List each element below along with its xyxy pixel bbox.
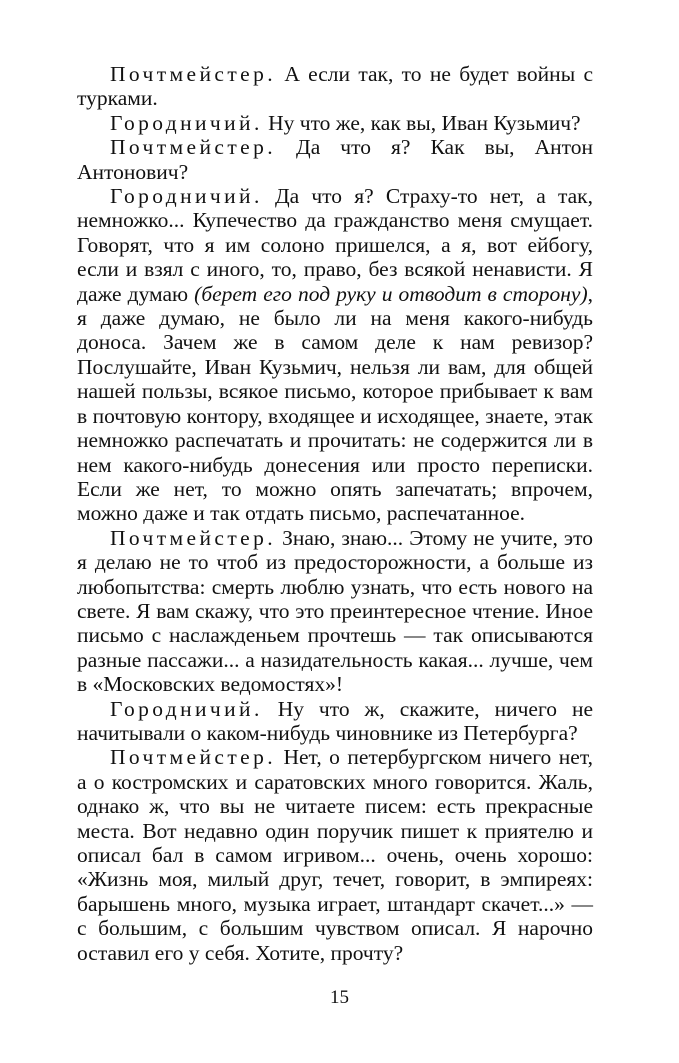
speech-text: Нет, о петербургском ничего нет, а о костромских и саратовских много говорится. Жаль, однако ж, что вы не читаете писем: есть прекрасные места. Вот недавно один поручик пишет к приятелю и описал бал в самом игривом... очень, очень хорошо: «Жизнь моя, милый друг, течет, говорит, в эмпиреях: барышень много, музыка играет, штандарт скачет...» — с большим, с большим чувством описал. Я нарочно оставил его у себя. Хотите, прочту? bbox=[77, 745, 593, 965]
speech-text: Ну что ж, скажите, ничего не начитывали о каком-нибудь чиновнике из Петербурга? bbox=[77, 696, 593, 745]
paragraph bbox=[77, 111, 593, 135]
page-number: 15 bbox=[330, 987, 349, 1008]
paragraph bbox=[77, 184, 593, 526]
paragraph bbox=[77, 697, 593, 746]
paragraph bbox=[77, 135, 593, 184]
speech-text: Ну что же, как вы, Иван Кузьмич? bbox=[262, 110, 581, 135]
speech-text: Да что я? Страху-то нет, а так, немножко... Купечество да гражданство меня смущает. Говорят, что я им солоно пришелся, а я, вот ейбогу, если и взял с иного, то, право, без всякой ненависти. Я даже думаю bbox=[77, 184, 593, 306]
page-text bbox=[77, 62, 593, 965]
stage-direction: (берет его под руку и отводит в сторону) bbox=[194, 281, 588, 306]
speaker-name: Городничий. bbox=[110, 184, 263, 209]
speaker-name: Городничий. bbox=[110, 110, 263, 135]
paragraph bbox=[77, 62, 593, 111]
speech-text: Да что я? Как вы, Антон Антонович? bbox=[77, 135, 593, 184]
speech-text: А если так, то не будет войны с турками. bbox=[77, 62, 593, 111]
paragraph bbox=[77, 745, 593, 965]
speaker-name: Почтмейстер. bbox=[110, 745, 276, 770]
speech-text: Знаю, знаю... Этому не учите, это я делаю не то чтоб из предосторожности, а больше из любопытства: смерть люблю узнать, что есть нового на свете. Я вам скажу, что это преинтересное чтение. Иное письмо с наслажденьем прочтешь — так описываются разные пассажи... а назидательность какая... лучше, чем в «Московских ведомостях»! bbox=[77, 525, 593, 697]
speaker-name: Городничий. bbox=[110, 696, 263, 721]
paragraph bbox=[77, 526, 593, 697]
speech-text-continued: , я даже думаю, не было ли на меня какого-нибудь доноса. Зачем же в самом деле к нам ревизор? Послушайте, Иван Кузьмич, нельзя ли вам, для общей нашей пользы, всякое письмо, которое прибывает к вам в почтовую контору, входящее и исходящее, знаете, этак немножко распечатать и прочитать: не содержится ли в нем какого-нибудь донесения или просто переписки. Если же нет, то можно опять запечатать; впрочем, можно даже и так отдать письмо, распечатанное. bbox=[77, 281, 593, 526]
speaker-name: Почтмейстер. bbox=[110, 62, 276, 86]
speaker-name: Почтмейстер. bbox=[110, 135, 276, 160]
speaker-name: Почтмейстер. bbox=[110, 525, 276, 550]
